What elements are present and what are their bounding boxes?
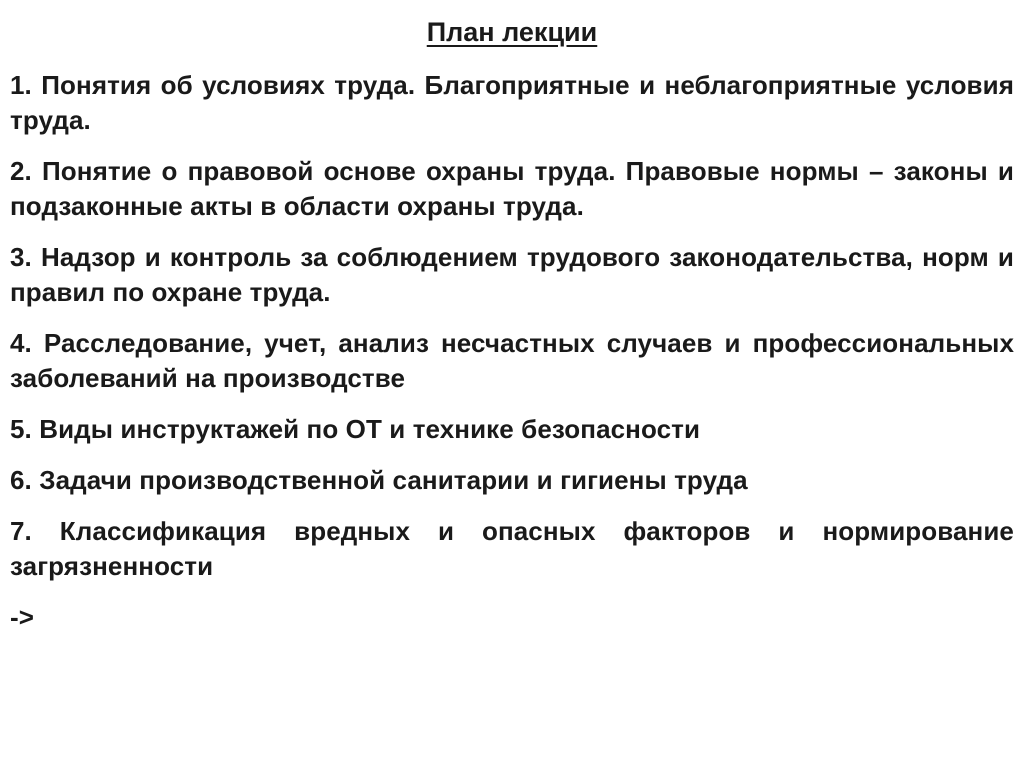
list-item: 1. Понятия об условиях труда. Благоприятные и неблагоприятные условия труда.: [10, 70, 1014, 135]
list-item: 3. Надзор и контроль за соблюдением трудового законодательства, норм и правил по охране труда.: [10, 242, 1014, 307]
list-item: 7. Классификация вредных и опасных факторов и нормирование загрязненности: [10, 516, 1014, 581]
list-item: 2. Понятие о правовой основе охраны труда. Правовые нормы – законы и подзаконные акты в области охраны труда.: [10, 156, 1014, 221]
page-title: План лекции: [426, 17, 598, 47]
lecture-plan-list: [10, 68, 1014, 651]
list-item: 6. Задачи производственной санитарии и гигиены труда: [10, 465, 748, 495]
list-item: 4. Расследование, учет, анализ несчастных случаев и профессиональных заболеваний на производстве: [10, 328, 1014, 393]
continue-arrow: ->: [10, 602, 35, 632]
list-item: 5. Виды инструктажей по ОТ и технике безопасности: [10, 414, 701, 444]
